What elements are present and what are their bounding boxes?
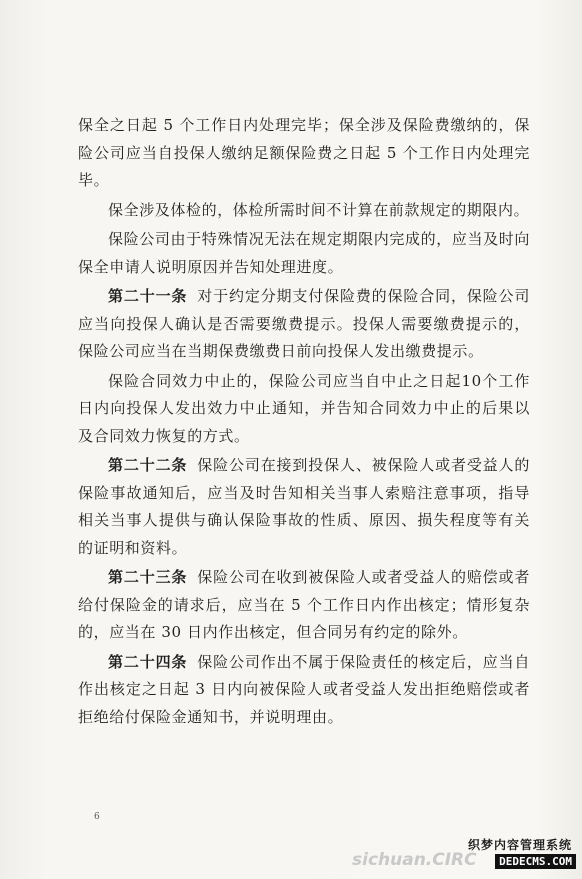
article-paragraph bbox=[78, 452, 530, 562]
watermark-cms-text: 织梦内容管理系统 bbox=[467, 838, 572, 852]
paragraph-text: 对于约定分期支付保险费的保险合同，保险公司应当向投保人确认是否需要缴费提示。投保人需要缴费提示的，保险公司应当在当期保费缴费日前向投保人发出缴费提示。 bbox=[78, 287, 530, 360]
watermark bbox=[352, 836, 578, 876]
article-paragraph bbox=[78, 564, 530, 647]
article-paragraph bbox=[78, 649, 530, 732]
article-label: 第二十二条 bbox=[108, 456, 188, 474]
paragraph bbox=[78, 226, 530, 281]
paragraph-text: 保险公司由于特殊情况无法在规定期限内完成的，应当及时向保全申请人说明原因并告知处理进度。 bbox=[78, 230, 530, 276]
article-label: 第二十四条 bbox=[108, 652, 188, 671]
watermark-site-text: sichuan.CIRC bbox=[352, 850, 477, 870]
page-number: 6 bbox=[94, 812, 100, 822]
paragraph bbox=[78, 112, 530, 195]
body-text bbox=[78, 112, 530, 733]
article-paragraph bbox=[78, 283, 530, 366]
watermark-dede-text: DEDECMS.COM bbox=[495, 854, 576, 869]
paragraph bbox=[78, 368, 530, 451]
paragraph bbox=[78, 197, 530, 225]
paragraph-text: 保险公司在接到投保人、被保险人或者受益人的保险事故通知后，应当及时告知相关当事人索赔注意事项，指导相关当事人提供与确认保险事故的性质、原因、损失程度等有关的证明和资料。 bbox=[78, 456, 530, 557]
paragraph-text: 保全涉及体检的，体检所需时间不计算在前款规定的期限内。 bbox=[108, 200, 530, 219]
article-label: 第二十三条 bbox=[108, 568, 188, 586]
paragraph-text: 保全之日起 5 个工作日内处理完毕；保全涉及保险费缴纳的，保险公司应当自投保人缴纳足额保险费之日起 5 个工作日内处理完毕。 bbox=[78, 116, 530, 189]
paragraph-text: 保险公司作出不属于保险责任的核定后，应当自作出核定之日起 3 日内向被保险人或者受益人发出拒绝赔偿或者拒绝给付保险金通知书，并说明理由。 bbox=[78, 652, 530, 726]
article-label: 第二十一条 bbox=[108, 287, 188, 305]
paragraph-text: 保险合同效力中止的，保险公司应当自中止之日起10个工作日内向投保人发出效力中止通知，并告知合同效力中止的后果以及合同效力恢复的方式。 bbox=[78, 371, 530, 445]
paragraph-text: 保险公司在收到被保险人或者受益人的赔偿或者给付保险金的请求后，应当在 5 个工作日内作出核定；情形复杂的，应当在 30 日内作出核定，但合同另有约定的除外。 bbox=[78, 568, 530, 641]
